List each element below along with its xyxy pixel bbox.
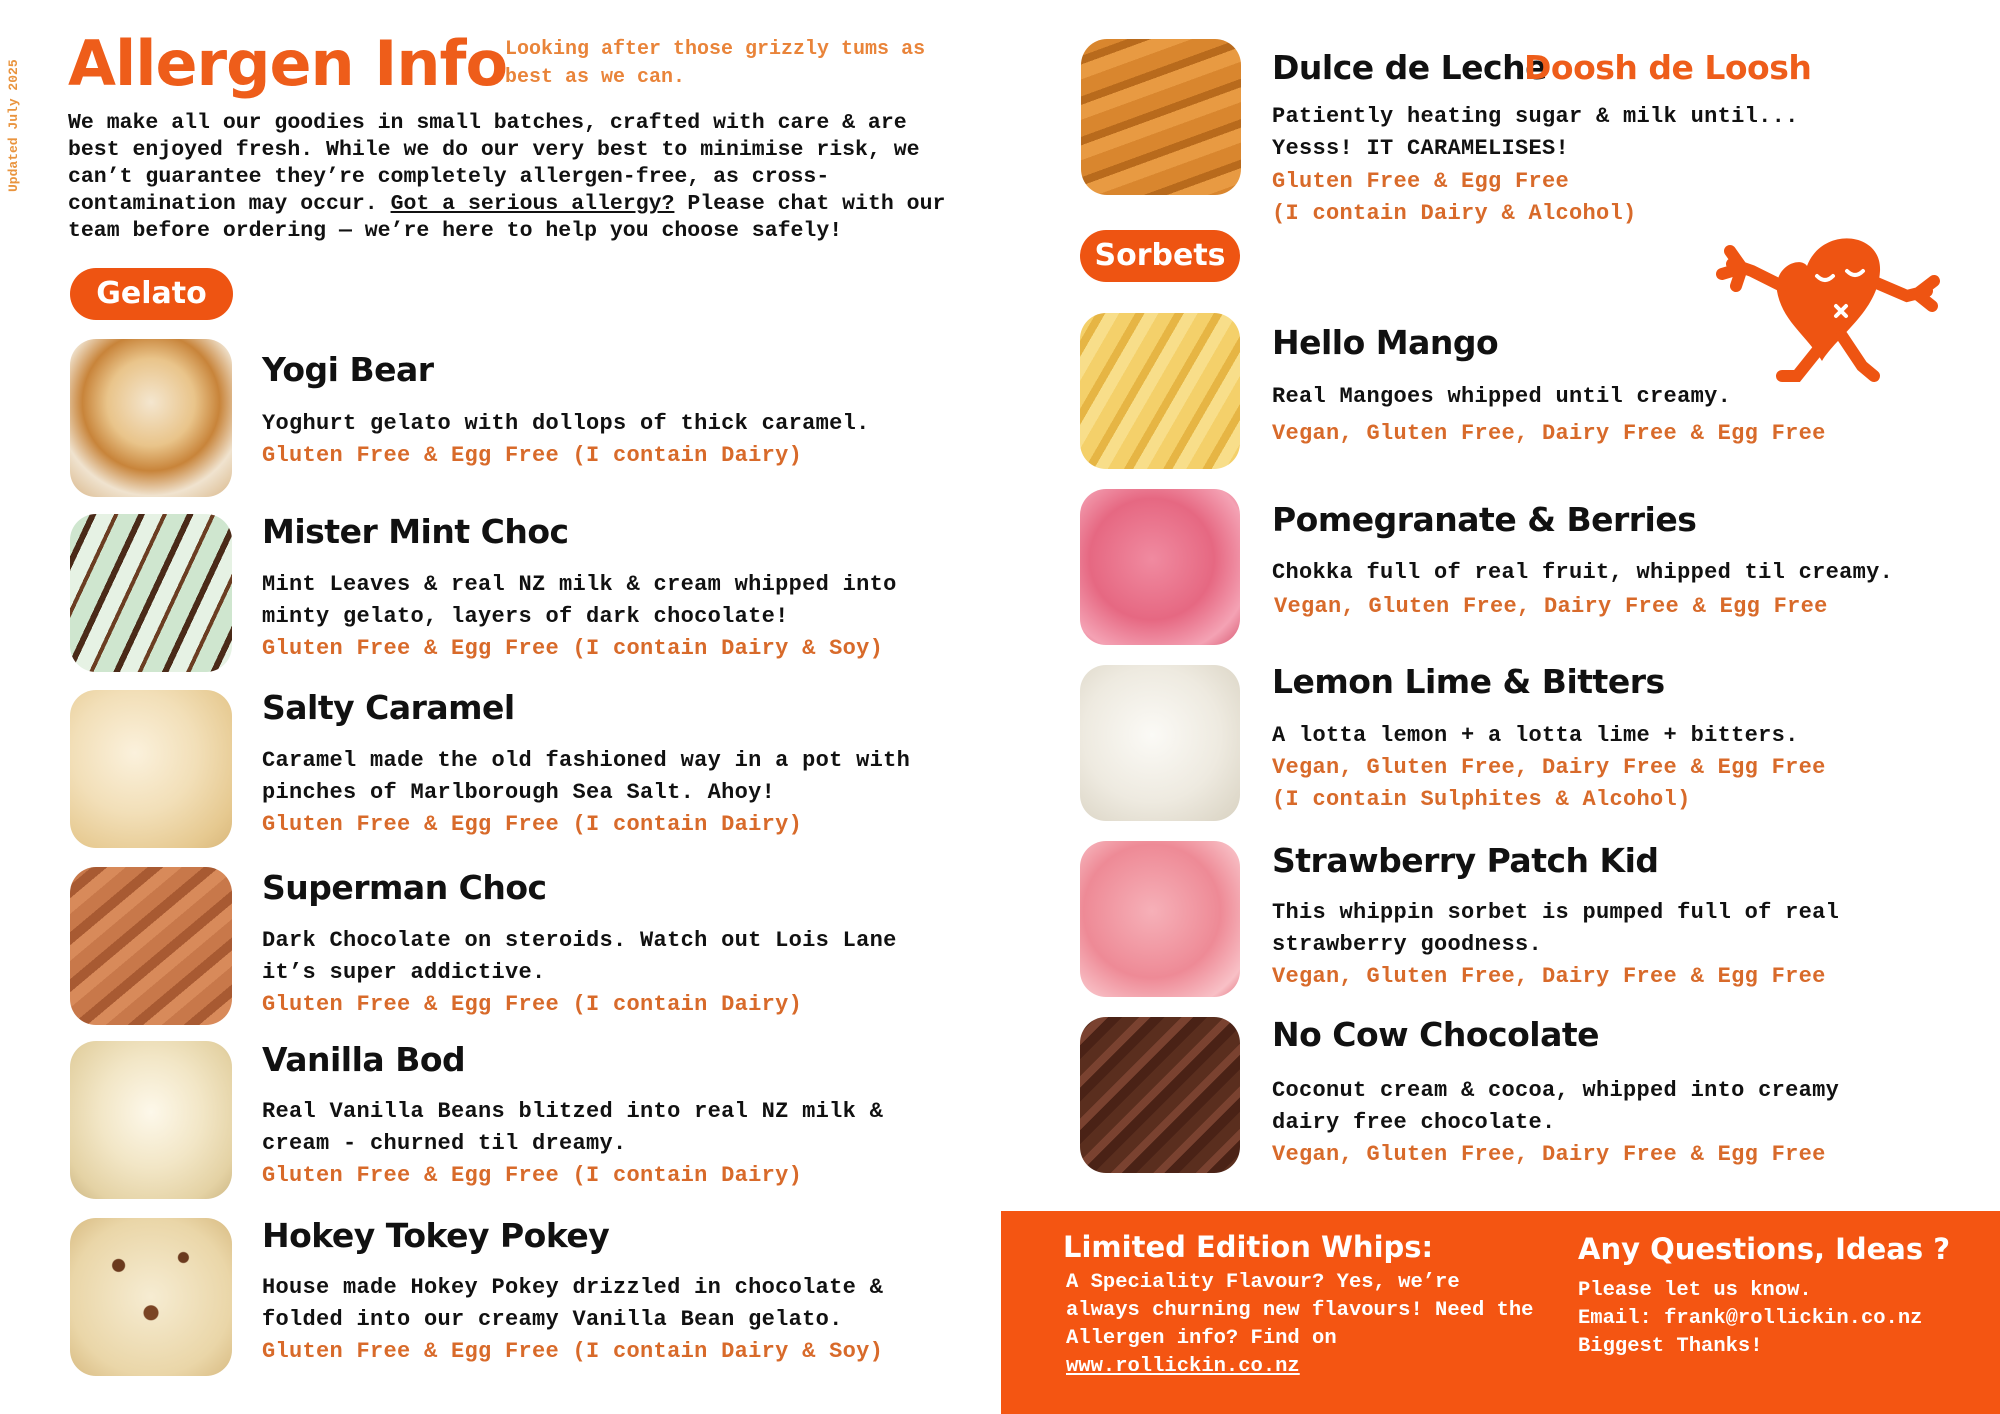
featured-name: Dulce de Leche [1272,48,1547,87]
item-description: Dark Chocolate on steroids. Watch out Lois Lane it’s super addictive. [262,928,897,985]
tagline: Looking after those grizzly tums as best as we can. [505,38,926,89]
item-name: Yogi Bear [262,350,434,389]
item-name: Mister Mint Choc [262,512,569,551]
item-description: Chokka full of real fruit, whipped til creamy. [1272,560,1894,585]
item-allergens: Vegan, Gluten Free, Dairy Free & Egg Free [1274,594,1828,619]
item-allergens: Vegan, Gluten Free, Dairy Free & Egg Free [1272,1142,1826,1167]
item-description: Real Mangoes whipped until creamy. [1272,384,1732,409]
sorbets-section-label: Sorbets [1080,230,1240,282]
yogi-bear-image [70,339,232,497]
salty-caramel-image [70,690,232,848]
intro-part-1: We make all our goodies in small batches, crafted with care & are best enjoyed fresh. While we do our very best to minimise risk, we can’t guarantee they’re completely allergen-free, as cross-contamination may occur. [68,111,920,216]
intro-text [68,110,968,245]
info-panel [1001,1211,2000,1414]
gelato-section-label: Gelato [70,268,233,320]
item-allergens-note: (I contain Sulphites & Alcohol) [1272,787,1691,812]
hokey-tokey-pokey-image [70,1218,232,1376]
item-description: A lotta lemon + a lotta lime + bitters. [1272,723,1799,748]
featured-description: Patiently heating sugar & milk until... Yesss! IT CARAMELISES! [1272,104,1799,161]
heart-mascot-icon [1712,226,1944,396]
item-allergens: Gluten Free & Egg Free (I contain Dairy) [262,992,803,1017]
updated-date: Updated July 2025 [6,59,21,192]
intro-part-2: Please chat with our team before ordering — we’re here to help you choose safely! [68,192,946,243]
item-name: Hello Mango [1272,323,1499,362]
featured-allergens-note: (I contain Dairy & Alcohol) [1272,201,1637,226]
item-allergens: Gluten Free & Egg Free (I contain Dairy & Soy) [262,1339,884,1364]
vanilla-bod-image [70,1041,232,1199]
item-name: Hokey Tokey Pokey [262,1216,610,1255]
item-allergens: Gluten Free & Egg Free (I contain Dairy) [262,1163,803,1188]
lemon-lime-bitters-image [1080,665,1240,821]
hello-mango-image [1080,313,1240,469]
item-name: Vanilla Bod [262,1040,466,1079]
pomegranate-berries-image [1080,489,1240,645]
item-allergens: Vegan, Gluten Free, Dairy Free & Egg Free [1272,755,1826,780]
item-allergens: Vegan, Gluten Free, Dairy Free & Egg Free [1272,421,1826,446]
item-allergens: Gluten Free & Egg Free (I contain Dairy & Soy) [262,636,884,661]
mister-mint-choc-image [70,514,232,672]
no-cow-chocolate-image [1080,1017,1240,1173]
page-title: Allergen Info [68,27,508,100]
item-description: Caramel made the old fashioned way in a pot with pinches of Marlborough Sea Salt. Ahoy! [262,748,911,805]
item-description: Coconut cream & cocoa, whipped into creamy dairy free chocolate. [1272,1078,1840,1135]
superman-choc-image [70,867,232,1025]
item-allergens: Vegan, Gluten Free, Dairy Free & Egg Free [1272,964,1826,989]
limited-edition-title: Limited Edition Whips: [1063,1230,1434,1264]
item-name: Salty Caramel [262,688,515,727]
item-allergens: Gluten Free & Egg Free (I contain Dairy) [262,443,803,468]
item-description: This whippin sorbet is pumped full of real strawberry goodness. [1272,900,1840,957]
limited-edition-text: A Speciality Flavour? Yes, we’re always churning new flavours! Need the Allergen info? Find on www.rollickin.co.nz [1066,1271,1534,1378]
item-name: No Cow Chocolate [1272,1015,1599,1054]
item-description: Real Vanilla Beans blitzed into real NZ milk & cream - churned til dreamy. [262,1099,884,1156]
item-name: Superman Choc [262,868,547,907]
item-name: Lemon Lime & Bitters [1272,662,1665,701]
questions-line-3: Biggest Thanks! [1578,1335,1763,1358]
item-description: Mint Leaves & real NZ milk & cream whipped into minty gelato, layers of dark chocolate! [262,572,897,629]
item-description: Yoghurt gelato with dollops of thick caramel. [262,411,870,436]
item-name: Pomegranate & Berries [1272,500,1697,539]
strawberry-patch-kid-image [1080,841,1240,997]
allergy-link[interactable]: Got a serious allergy? [390,192,675,216]
item-name: Strawberry Patch Kid [1272,841,1659,880]
featured-nickname: Doosh de Loosh [1524,48,1812,87]
dulce-de-leche-image [1081,39,1241,195]
item-allergens: Gluten Free & Egg Free (I contain Dairy) [262,812,803,837]
website-link[interactable]: www.rollickin.co.nz [1066,1355,1300,1378]
featured-allergens: Gluten Free & Egg Free [1272,169,1570,194]
item-description: House made Hokey Pokey drizzled in chocolate & folded into our creamy Vanilla Bean gelato. [262,1275,884,1332]
email-contact[interactable]: Email: frank@rollickin.co.nz [1578,1307,1923,1330]
questions-line-1: Please let us know. [1578,1279,1812,1302]
questions-title: Any Questions, Ideas ? [1578,1232,1951,1266]
